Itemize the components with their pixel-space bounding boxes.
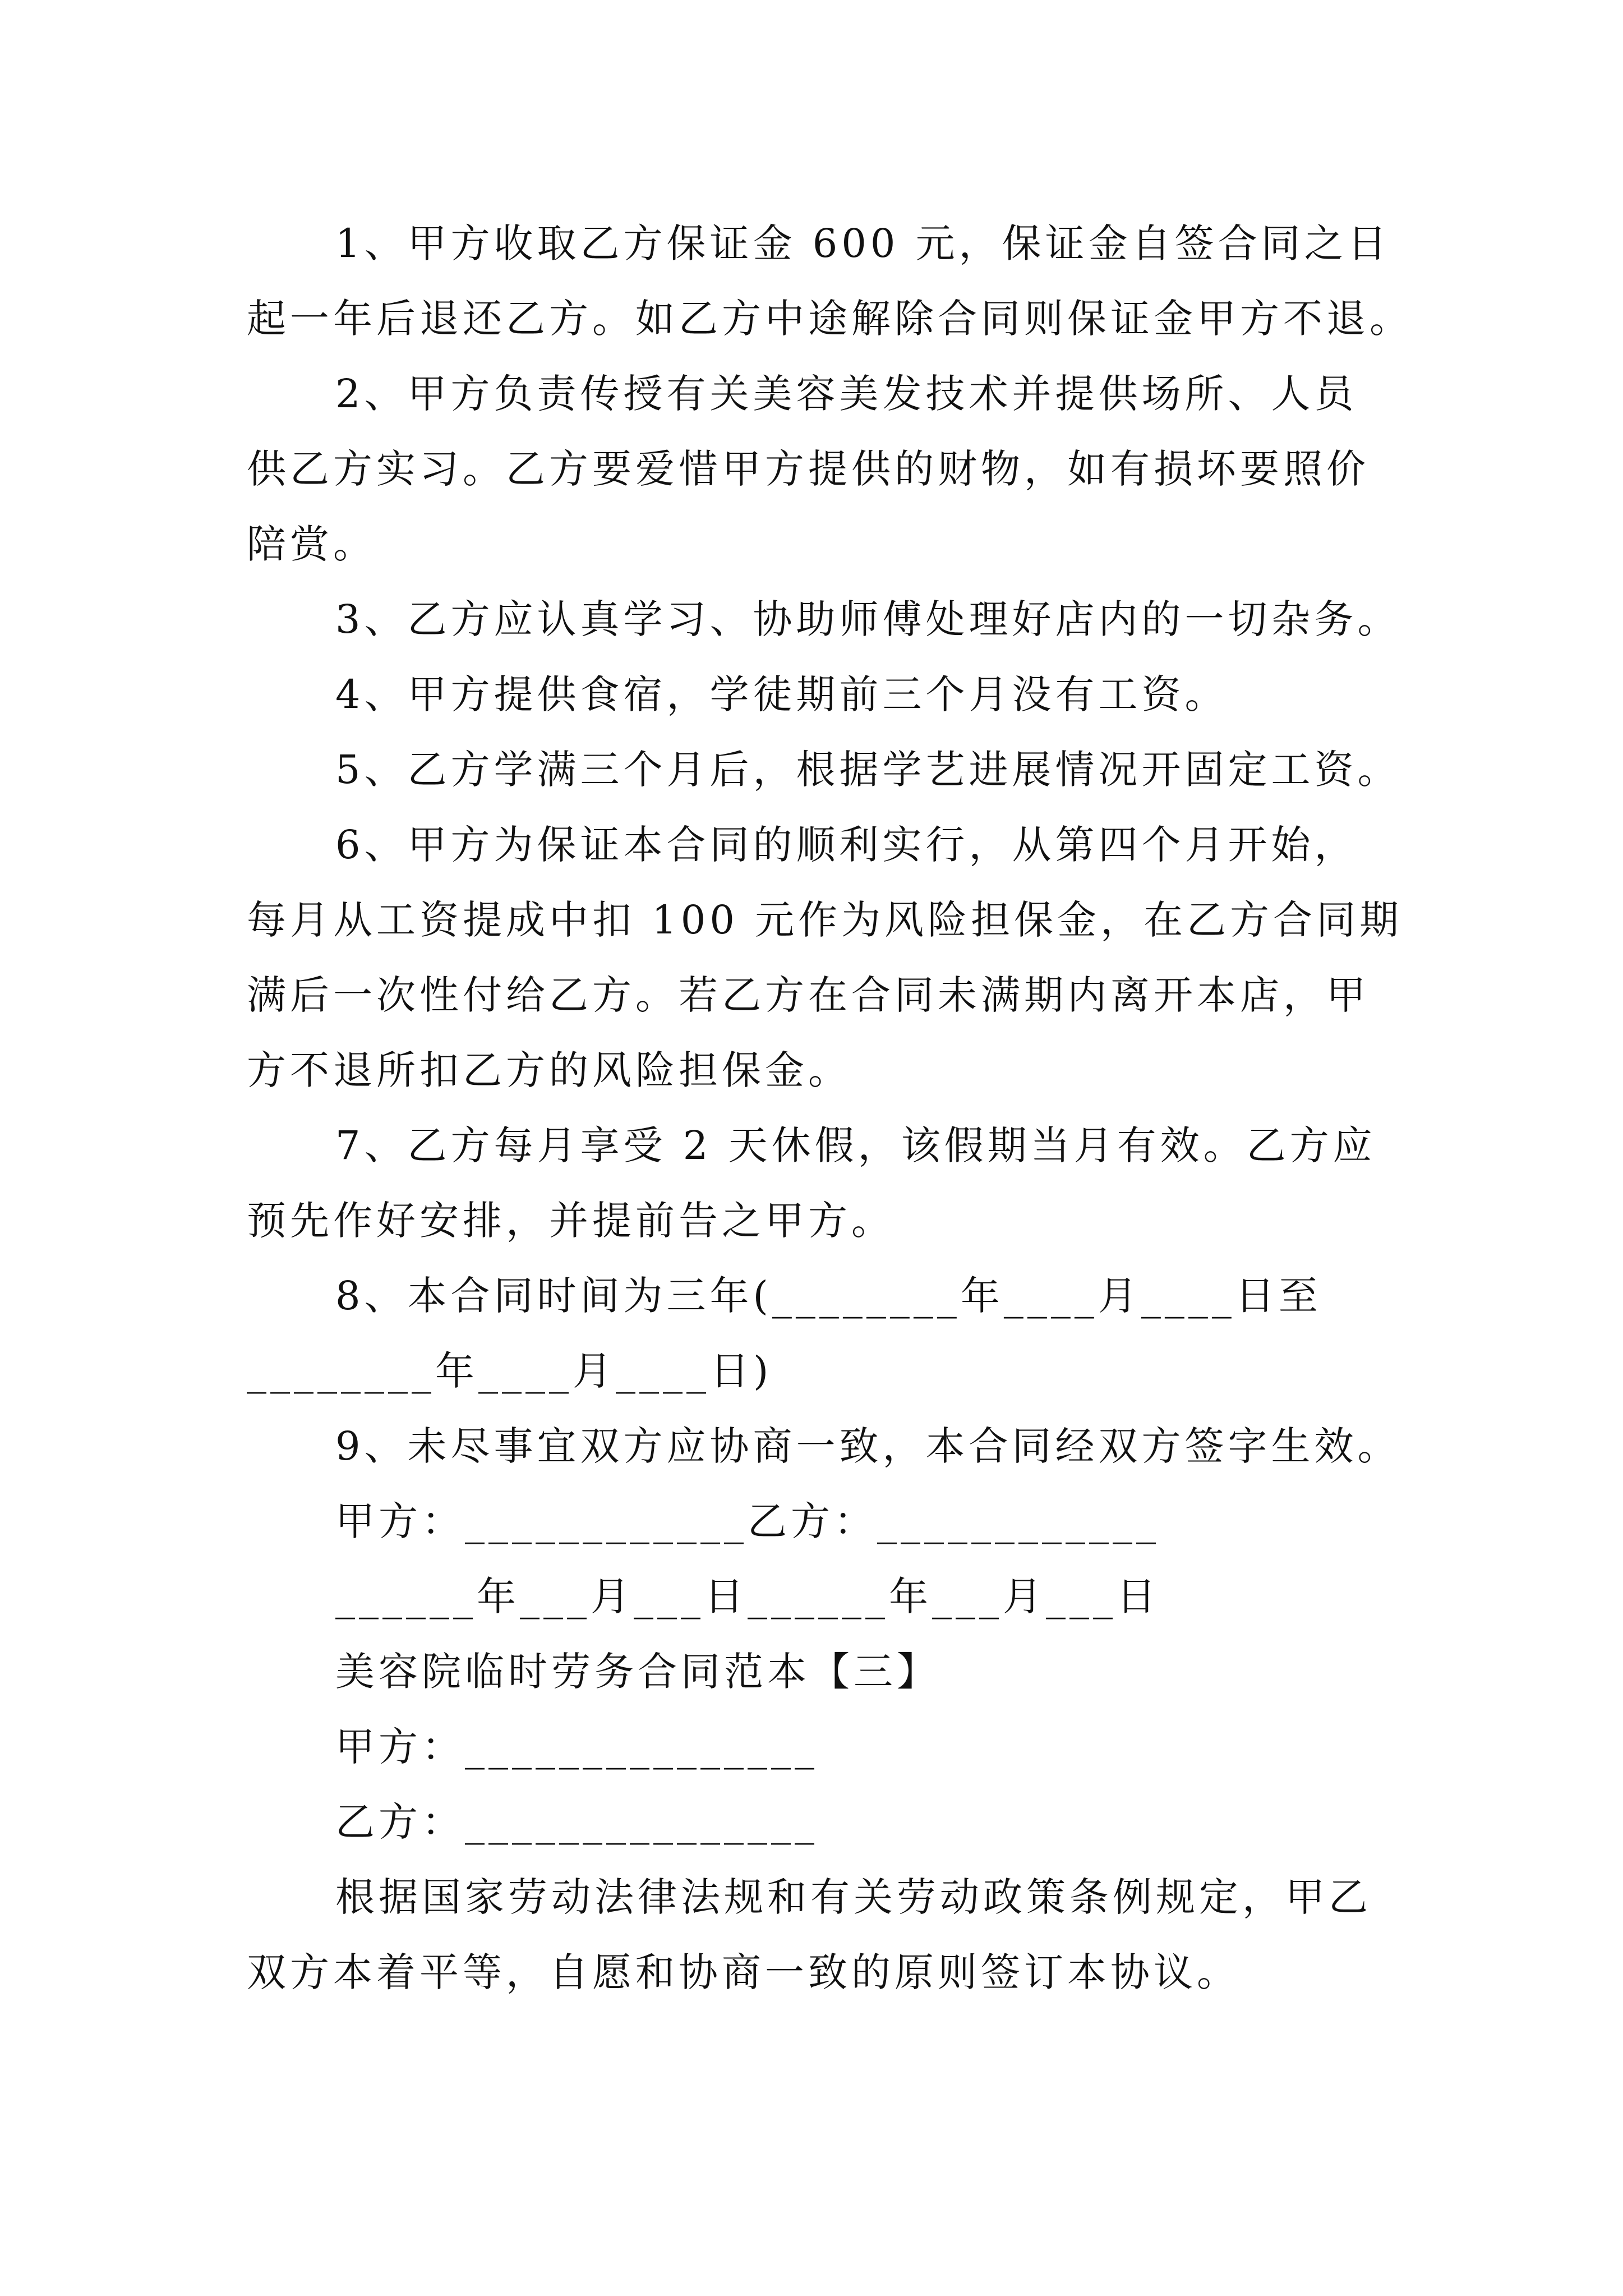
section-3-intro-line-2: 双方本着平等，自愿和协商一致的原则签订本协议。 — [247, 1949, 1240, 1995]
clause-3-line-1: 3、乙方应认真学习、协助师傅处理好店内的一切杂务。 — [335, 596, 1401, 642]
clause-6-line-3: 满后一次性付给乙方。若乙方在合同未满期内离开本店，甲 — [247, 972, 1370, 1018]
clause-2-line-3: 陪赏。 — [247, 521, 376, 567]
clause-6-line-4: 方不退所扣乙方的风险担保金。 — [247, 1047, 851, 1093]
clause-2-line-1: 2、甲方负责传授有关美容美发技术并提供场所、人员 — [335, 371, 1358, 417]
clause-9-line-1: 9、未尽事宜双方应协商一致，本合同经双方签字生效。 — [335, 1423, 1401, 1469]
clause-7-line-1: 7、乙方每月享受 2 天休假，该假期当月有效。乙方应 — [335, 1122, 1376, 1168]
section-3-party-b: 乙方：_______________ — [335, 1799, 818, 1845]
clause-8-line-1: 8、本合同时间为三年(________年____月____日至 — [335, 1273, 1322, 1319]
clause-8-line-2: ________年____月____日) — [247, 1348, 773, 1394]
section-3-title: 美容院临时劳务合同范本【三】 — [335, 1649, 940, 1695]
clause-4-line-1: 4、甲方提供食宿，学徒期前三个月没有工资。 — [335, 671, 1228, 717]
clause-6-line-1: 6、甲方为保证本合同的顺利实行，从第四个月开始， — [335, 822, 1358, 868]
clause-6-line-2: 每月从工资提成中扣 100 元作为风险担保金，在乙方合同期 — [247, 897, 1403, 943]
clause-7-line-2: 预先作好安排，并提前告之甲方。 — [247, 1198, 895, 1244]
signature-parties-line: 甲方：____________乙方：____________ — [335, 1498, 1160, 1544]
clause-5-line-1: 5、乙方学满三个月后，根据学艺进展情况开固定工资。 — [335, 747, 1401, 793]
section-3-party-a: 甲方：_______________ — [335, 1724, 818, 1770]
section-3-intro-line-1: 根据国家劳动法律法规和有关劳动政策条例规定，甲乙 — [335, 1874, 1372, 1920]
signature-dates-line: ______年___月___日______年___月___日 — [335, 1573, 1160, 1619]
clause-2-line-2: 供乙方实习。乙方要爱惜甲方提供的财物，如有损坏要照价 — [247, 446, 1370, 492]
clause-1-line-1: 1、甲方收取乙方保证金 600 元，保证金自签合同之日 — [335, 220, 1391, 266]
clause-1-line-2: 起一年后退还乙方。如乙方中途解除合同则保证金甲方不退。 — [247, 296, 1413, 342]
